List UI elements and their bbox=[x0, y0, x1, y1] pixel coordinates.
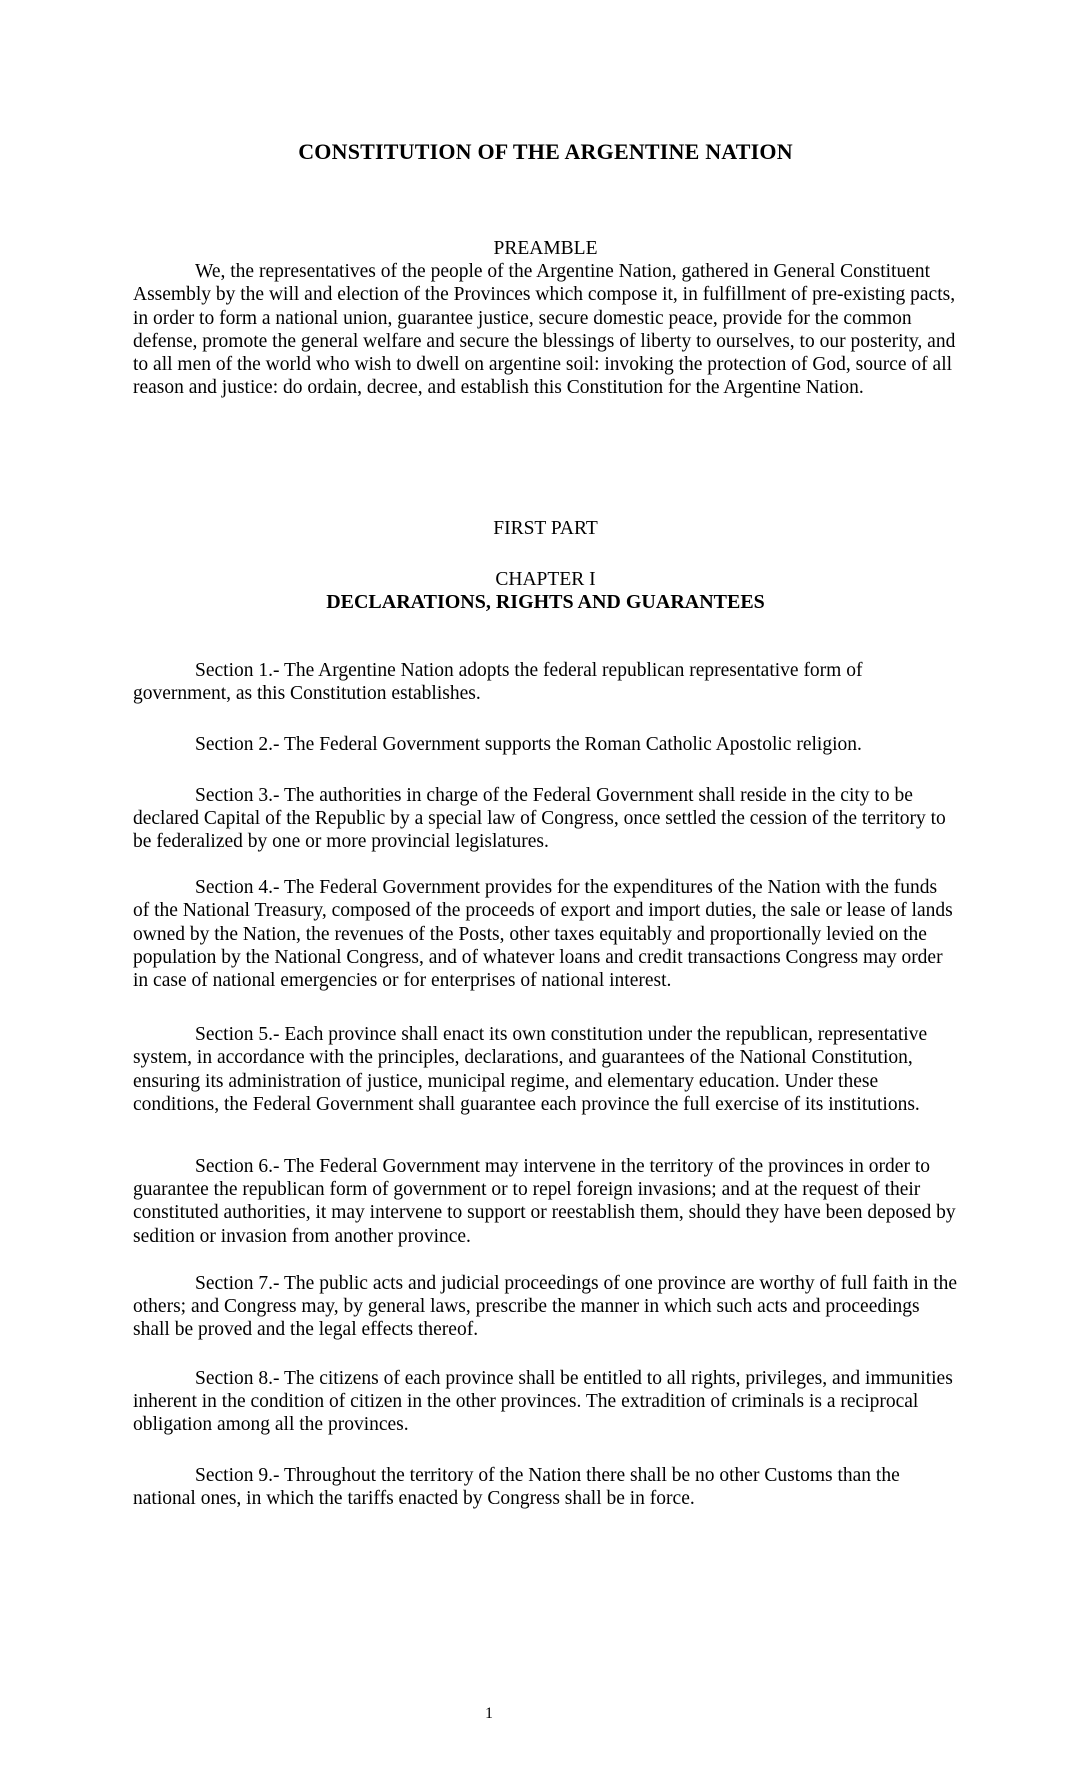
section-paragraph: Section 7.- The public acts and judicial proceedings of one province are worthy of full faith in the others; and Congress may, by general laws, prescribe the manner in which such acts and proceedings shall be proved and the legal effects thereof. bbox=[133, 1272, 958, 1341]
section-paragraph: Section 2.- The Federal Government supports the Roman Catholic Apostolic religion. bbox=[195, 734, 862, 756]
section-paragraph: Section 9.- Throughout the territory of the Nation there shall be no other Customs than the national ones, in which the tariffs enacted by Congress shall be in force. bbox=[133, 1465, 900, 1510]
part-heading: FIRST PART bbox=[493, 518, 598, 540]
section-paragraph: Section 1.- The Argentine Nation adopts the federal republican representative form of government, as this Constitution establishes. bbox=[133, 660, 863, 705]
document-title: CONSTITUTION OF THE ARGENTINE NATION bbox=[298, 139, 793, 164]
preamble-paragraph: We, the representatives of the people of the Argentine Nation, gathered in General Constituent Assembly by the will and election of the Provinces which compose it, in fulfillment of pre-existing pacts, in order to form a national union, guarantee justice, secure domestic peace, provide for the common defense, promote the general welfare and secure the blessings of liberty to ourselves, to our posterity, and to all men of the world who wish to dwell on argentine soil: invoking the protection of God, source of all reason and justice: do ordain, decree, and establish this Constitution for the Argentine Nation. bbox=[133, 261, 956, 399]
chapter-title: DECLARATIONS, RIGHTS AND GUARANTEES bbox=[326, 590, 765, 613]
section-paragraph: Section 3.- The authorities in charge of the Federal Government shall reside in the city to be declared Capital of the Republic by a special law of Congress, once settled the cession of the territory to be federalized by one or more provincial legislatures. bbox=[133, 784, 946, 853]
sections-list bbox=[133, 659, 958, 1510]
section-paragraph: Section 8.- The citizens of each province shall be entitled to all rights, privileges, and immunities inherent in the condition of citizen in the other provinces. The extradition of criminals is a reciprocal obligation among all the provinces. bbox=[133, 1367, 953, 1435]
section-paragraph: Section 6.- The Federal Government may intervene in the territory of the provinces in order to guarantee the republican form of government or to repel foreign invasions; and at the request of their constituted authorities, it may intervene to support or reestablish them, should they have been deposed by sedition or invasion from another province. bbox=[133, 1156, 956, 1247]
preamble-heading: PREAMBLE bbox=[493, 238, 598, 259]
page-content bbox=[133, 0, 958, 1511]
chapter-heading: CHAPTER I bbox=[495, 568, 596, 590]
page-number: 1 bbox=[485, 1705, 493, 1722]
section-paragraph: Section 5.- Each province shall enact its own constitution under the republican, representative system, in accordance with the principles, declarations, and guarantees of the National Constitution, ensuring its administration of justice, municipal regime, and elementary education. Under these conditions, the Federal Government shall guarantee each province the full exercise of its institutions. bbox=[133, 1024, 928, 1115]
section-paragraph: Section 4.- The Federal Government provides for the expenditures of the Nation with the funds of the National Treasury, composed of the proceeds of export and import duties, the sale or lease of lands owned by the Nation, the revenues of the Posts, other taxes equitably and proportionally levied on the population by the National Congress, and of whatever loans and credit transactions Congress may order in case of national emergencies or for enterprises of national interest. bbox=[133, 877, 953, 992]
